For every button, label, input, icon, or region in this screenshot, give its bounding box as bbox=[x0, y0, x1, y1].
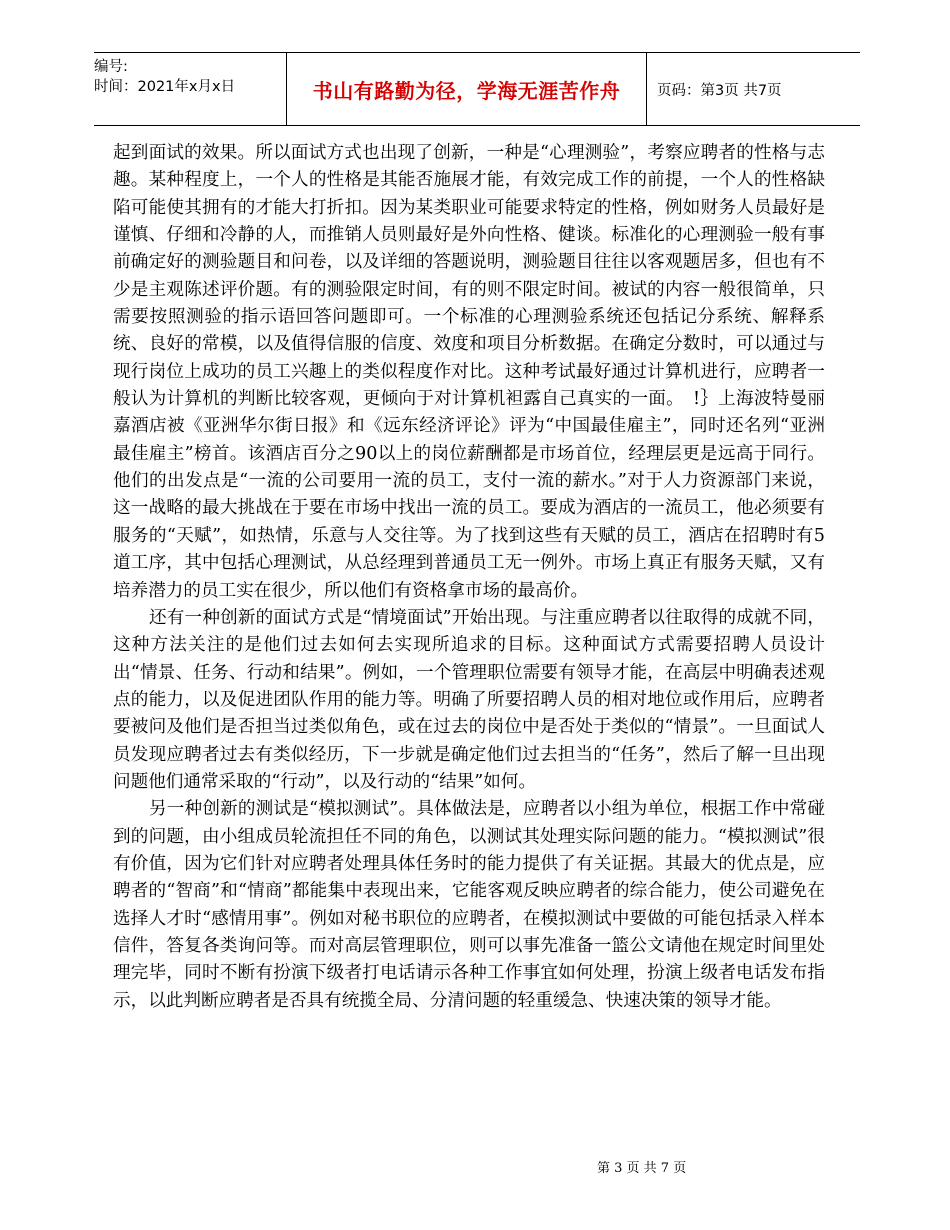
page-footer: 第 3 页 共 7 页 bbox=[597, 1161, 687, 1176]
paragraph-simulation-test: 另一种创新的测试是“模拟测试”。具体做法是，应聘者以小组为单位，根据工作中常碰到的问题，由小组成员轮流担任不同的角色，以测试其处理实际问题的能力。“模拟测试”很有价值，因为它们针对应聘者处理具体任务时的能力提供了有关证据。其最大的优点是，应聘者的“智商”和“情商”都能集中表现出来，它能客观反映应聘者的综合能力，使公司避免在选择人才时“感情用事”。例如对秘书职位的应聘者，在模拟测试中要做的可能包括录入样本信件，答复各类询问等。而对高层管理职位，则可以事先准备一篮公文请他在规定时间里处理完毕，同时不断有扮演下级者打电话请示各种工作事宜如何处理，扮演上级者电话发布指示，以此判断应聘者是否具有统揽全局、分清问题的轻重缓急、快速决策的领导才能。 bbox=[113, 799, 825, 1011]
header-motto: 书山有路勤为径，学海无涯苦作舟 bbox=[312, 78, 621, 103]
document-body bbox=[113, 140, 825, 1015]
document-date: 时间：2021年x月x日 bbox=[94, 79, 236, 95]
paragraph-situational-interview: 还有一种创新的面试方式是“情境面试”开始出现。与注重应聘者以往取得的成就不同，这种方法关注的是他们过去如何去实现所追求的目标。这种面试方式需要招聘人员设计出“情景、任务、行动和结果”。例如，一个管理职位需要有领导才能，在高层中明确表述观点的能力，以及促进团队作用的能力等。明确了所要招聘人员的相对地位或作用后，应聘者要被问及他们是否担当过类似角色，或在过去的岗位中是否处于类似的“情景”。一旦面试人员发现应聘者过去有类似经历，下一步就是确定他们过去担当的“任务”，然后了解一旦出现问题他们通常采取的“行动”，以及行动的“结果”如何。 bbox=[113, 607, 825, 792]
header-page-info: 页码：第3页 共7页 bbox=[657, 82, 782, 99]
paragraph-psych-test: 起到面试的效果。所以面试方式也出现了创新，一种是“心理测验”，考察应聘者的性格与志趣。某种程度上，一个人的性格是其能否施展才能，有效完成工作的前提，一个人的性格缺陷可能使其拥有的才能大打折扣。因为某类职业可能要求特定的性格，例如财务人员最好是谨慎、仔细和冷静的人，而推销人员则最好是外向性格、健谈。标准化的心理测验一般有事前确定好的测验题目和问卷，以及详细的答题说明，测验题目往往以客观题居多，但也有不少是主观陈述评价题。有的测验限定时间，有的则不限定时间。被试的内容一般很简单，只需要按照测验的指示语回答问题即可。一个标准的心理测验系统还包括记分系统、解释系统、良好的常模，以及值得信服的信度、效度和项目分析数据。在确定分数时，可以通过与现行岗位上成功的员工兴趣上的类似程度作对比。这种考试最好通过计算机进行，应聘者一般认为计算机的判断比较客观，更倾向于对计算机袒露自己真实的一面。 !｝上海波特曼丽嘉酒店被《亚洲华尔街日报》和《远东经济评论》评为“中国最佳雇主”，同时还名列“亚洲最佳雇主”榜首。该酒店百分之90以上的岗位薪酬都是市场首位，经理层更是远高于同行。他们的出发点是“一流的公司要用一流的员工，支付一流的薪水。”对于人力资源部门来说，这一战略的最大挑战在于要在市场中找出一流的员工。要成为酒店的一流员工，他必须要有服务的“天赋”，如热情，乐意与人交往等。为了找到这些有天赋的员工，酒店在招聘时有5道工序，其中包括心理测试，从总经理到普通员工无一例外。市场上真正有服务天赋，又有培养潜力的员工实在很少，所以他们有资格拿市场的最高价。 bbox=[113, 143, 825, 601]
header-meta bbox=[94, 57, 284, 97]
page-header bbox=[94, 52, 860, 126]
document-number-label: 编号: bbox=[94, 59, 128, 75]
header-divider-right bbox=[646, 53, 647, 125]
